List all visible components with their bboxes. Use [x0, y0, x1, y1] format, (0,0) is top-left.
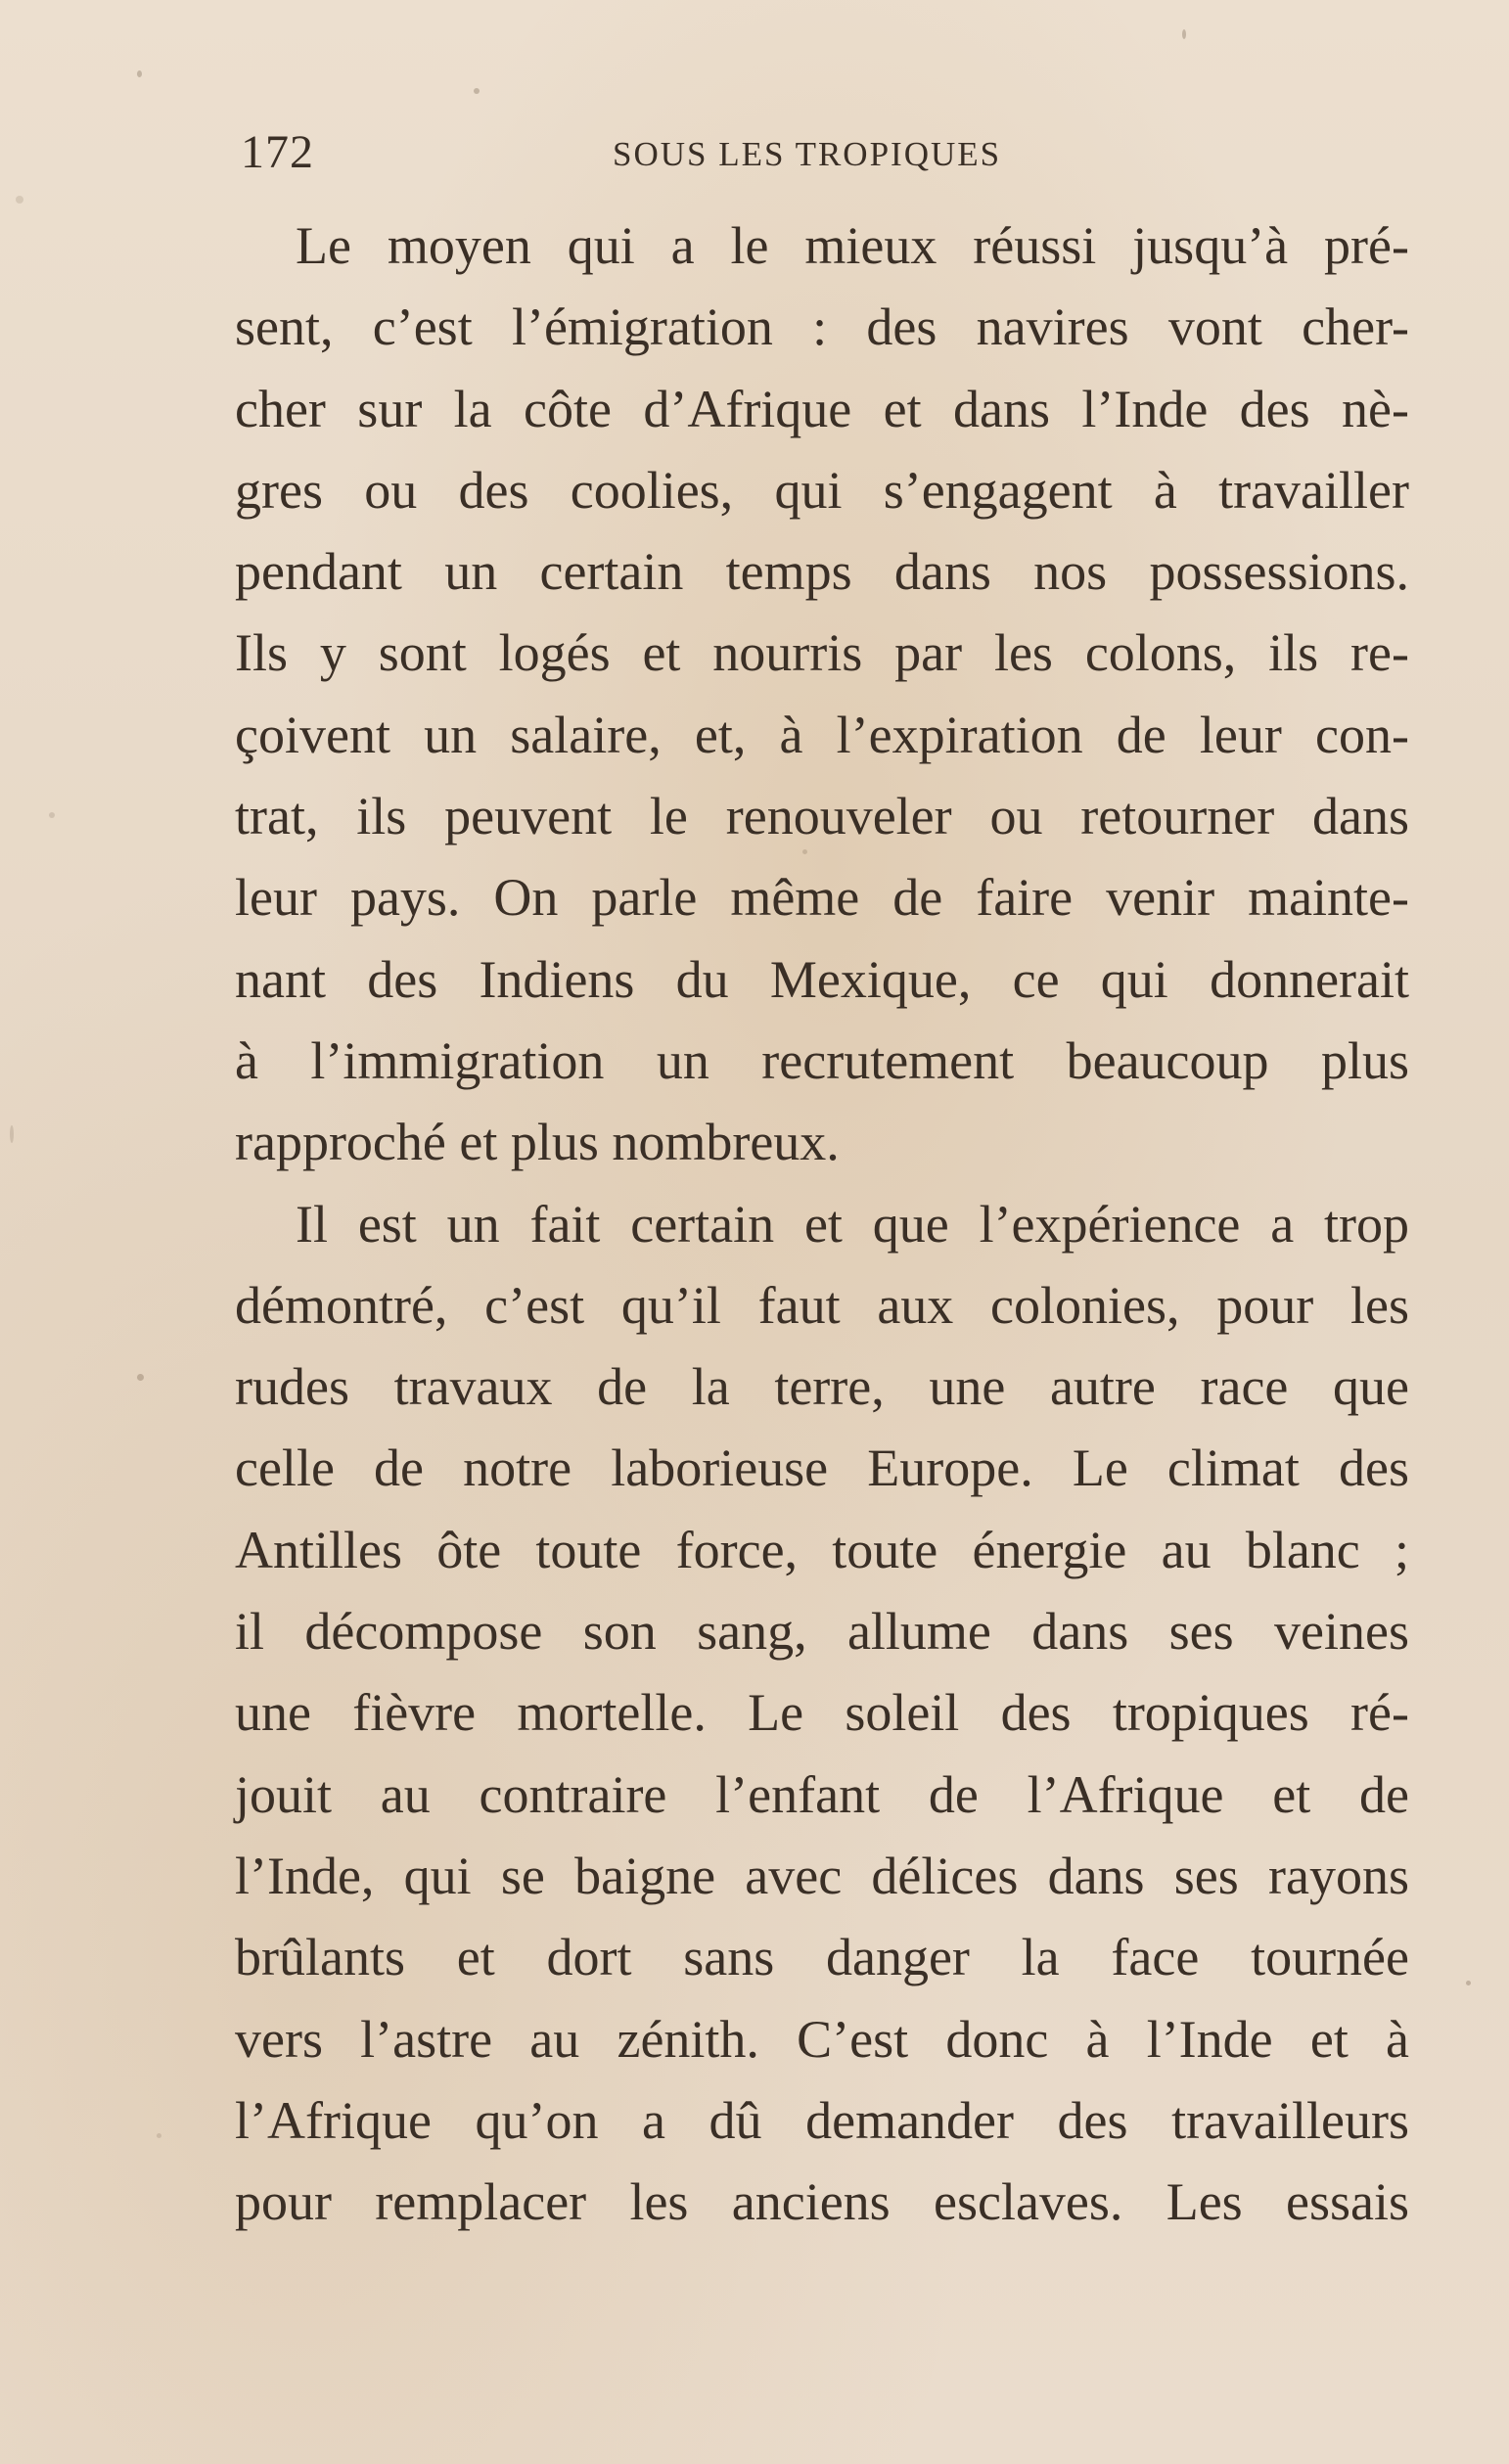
text-line: trat, ils peuvent le renouveler ou retourner dans	[235, 787, 1409, 846]
page-number: 172	[241, 126, 314, 178]
text-line: sent, c’est l’émigration : des navires vont cher-	[235, 297, 1409, 357]
text-line: gres ou des coolies, qui s’engagent à travailler	[235, 460, 1409, 520]
text-line: nant des Indiens du Mexique, ce qui donnerait	[235, 949, 1409, 1009]
paper-speck	[1182, 29, 1186, 39]
text-line: il décompose son sang, allume dans ses veines	[235, 1602, 1409, 1662]
text-line: celle de notre laborieuse Europe. Le climat des	[235, 1438, 1409, 1498]
text-line: brûlants et dort sans danger la face tournée	[235, 1928, 1409, 1987]
text-line: Antilles ôte toute force, toute énergie au blanc ;	[235, 1520, 1409, 1579]
text-line: l’Inde, qui se baigne avec délices dans ses rayons	[235, 1846, 1409, 1905]
text-line: rudes travaux de la terre, une autre race que	[235, 1357, 1409, 1417]
text-line: Il est un fait certain et que l’expérience a trop	[296, 1194, 1409, 1254]
paper-speck	[1466, 1981, 1471, 1985]
text-line: Le moyen qui a le mieux réussi jusqu’à pré-	[296, 216, 1409, 275]
text-line: l’Afrique qu’on a dû demander des travailleurs	[235, 2090, 1409, 2150]
text-line: vers l’astre au zénith. C’est donc à l’Inde et à	[235, 2009, 1409, 2069]
text-line: rapproché et plus nombreux.	[235, 1113, 840, 1172]
text-line: pendant un certain temps dans nos possessions.	[235, 542, 1409, 602]
text-line: leur pays. On parle même de faire venir mainte-	[235, 868, 1409, 928]
paper-speck	[16, 196, 23, 204]
text-line: démontré, c’est qu’il faut aux colonies, pour les	[235, 1275, 1409, 1335]
body-text	[235, 205, 1409, 2243]
text-line: Ils y sont logés et nourris par les colons, ils re-	[235, 623, 1409, 683]
paper-speck	[49, 812, 55, 818]
paper-speck	[474, 88, 480, 94]
paragraph	[235, 205, 1409, 1184]
running-head	[241, 125, 1415, 184]
paper-speck	[137, 1374, 144, 1381]
text-line: pour remplacer les anciens esclaves. Les essais	[235, 2172, 1409, 2232]
paper-speck	[137, 70, 142, 77]
text-line: une fièvre mortelle. Le soleil des tropiques ré-	[235, 1683, 1409, 1743]
paper-speck	[10, 1125, 14, 1143]
paper-speck	[157, 2133, 161, 2138]
text-line: cher sur la côte d’Afrique et dans l’Inde des nè-	[235, 379, 1409, 438]
running-title: SOUS LES TROPIQUES	[613, 135, 1002, 173]
text-line: jouit au contraire l’enfant de l’Afrique et de	[235, 1764, 1409, 1824]
paragraph	[235, 1184, 1409, 2244]
text-line: çoivent un salaire, et, à l’expiration de leur con-	[235, 705, 1409, 764]
text-line: à l’immigration un recrutement beaucoup plus	[235, 1030, 1409, 1090]
